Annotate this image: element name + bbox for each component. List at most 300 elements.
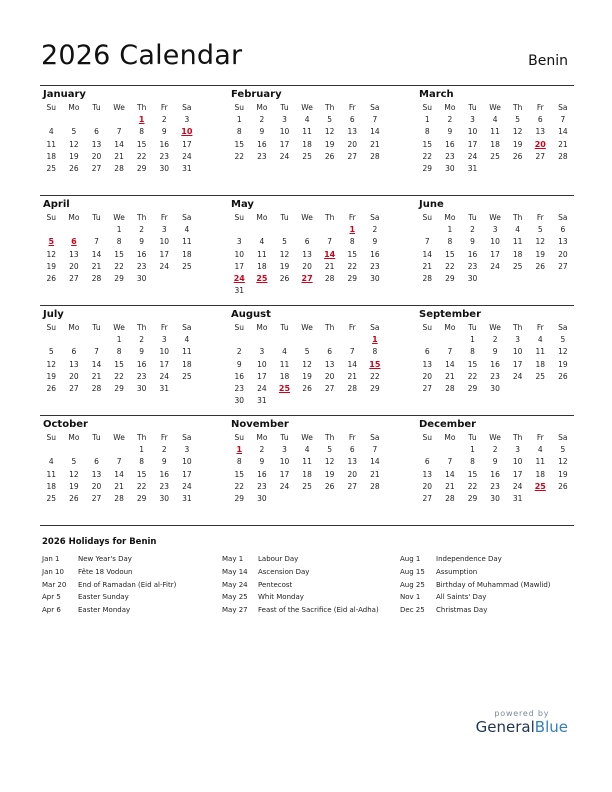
day-cell: 12: [279, 249, 290, 259]
weekday-header: Fr: [536, 323, 544, 332]
weekday-header: Th: [513, 213, 523, 222]
day-cell: 9: [139, 237, 145, 247]
day-cell: 21: [91, 371, 102, 381]
weekday-header: Su: [234, 103, 245, 112]
empty-cell: [318, 224, 341, 236]
empty-cell: [108, 444, 131, 456]
day-cell: 3: [515, 335, 521, 345]
day-cell: 29: [370, 383, 380, 393]
day-cell: 27: [558, 261, 568, 271]
day-cell: 9: [492, 457, 498, 467]
weekday-header: Sa: [182, 323, 192, 332]
month-name: October: [43, 419, 88, 430]
holiday-date: Aug 15: [400, 567, 425, 576]
day-cell: 15: [114, 249, 124, 259]
day-cell: 9: [236, 359, 242, 369]
day-cell: 8: [447, 237, 453, 247]
day-cell: 28: [370, 481, 380, 491]
holiday-name: Easter Sunday: [78, 593, 129, 602]
holiday-date: Dec 25: [400, 606, 425, 615]
day-cell: 22: [234, 481, 245, 491]
day-cell: 9: [447, 127, 453, 137]
day-cell: 13: [324, 359, 335, 369]
month-grid: [416, 432, 574, 505]
day-cell: 12: [558, 457, 568, 467]
empty-cell: [108, 114, 131, 126]
holiday-name: Whit Monday: [258, 593, 304, 602]
day-cell: 11: [512, 237, 523, 247]
holiday-day: 15: [369, 359, 381, 369]
day-cell: 2: [259, 445, 265, 455]
holiday-item: [222, 579, 402, 592]
day-cell: 6: [94, 127, 99, 137]
empty-cell: [341, 334, 364, 346]
month-grid: [40, 432, 198, 505]
weekday-header: We: [489, 433, 501, 442]
day-cell: 24: [512, 481, 523, 491]
day-cell: 6: [424, 457, 430, 467]
month-march: [416, 86, 574, 195]
day-cell: 21: [445, 481, 455, 491]
weekday-header: Sa: [370, 323, 380, 332]
day-cell: 12: [69, 139, 79, 149]
month-name: December: [419, 419, 477, 430]
brand-logo: [476, 709, 568, 736]
weekday-header: Sa: [370, 433, 380, 442]
empty-cell: [251, 334, 274, 346]
day-cell: 9: [161, 127, 167, 137]
day-cell: 30: [234, 396, 245, 406]
day-cell: 5: [304, 347, 310, 357]
logo-general: General: [475, 718, 535, 736]
holiday-item: [42, 591, 222, 604]
empty-cell: [296, 334, 319, 346]
day-cell: 7: [372, 115, 378, 125]
empty-cell: [40, 224, 63, 236]
day-cell: 20: [69, 261, 79, 271]
weekday-header: Tu: [92, 213, 101, 222]
weekday-header: Tu: [280, 433, 289, 442]
day-cell: 20: [422, 371, 433, 381]
empty-cell: [63, 334, 86, 346]
weekday-header: Th: [325, 323, 335, 332]
day-cell: 9: [470, 237, 475, 247]
empty-cell: [85, 224, 108, 236]
day-cell: 15: [467, 469, 478, 479]
month-grid: [40, 212, 198, 285]
day-cell: 3: [236, 237, 242, 247]
holiday-day: 25: [278, 383, 291, 393]
day-cell: 24: [490, 261, 500, 271]
day-cell: 9: [259, 457, 265, 467]
day-cell: 20: [347, 139, 358, 149]
day-cell: 2: [161, 115, 167, 125]
month-grid: [228, 322, 386, 407]
day-cell: 6: [94, 457, 99, 467]
day-cell: 23: [234, 383, 245, 393]
day-cell: 30: [467, 273, 478, 283]
day-cell: 13: [422, 359, 433, 369]
weekday-header: Tu: [468, 433, 477, 442]
day-cell: 23: [257, 481, 267, 491]
weekday-header: Su: [422, 103, 433, 112]
day-cell: 24: [159, 261, 170, 271]
month-name: July: [43, 309, 64, 320]
day-cell: 6: [537, 115, 543, 125]
holiday-item: [222, 553, 402, 566]
month-april: [40, 196, 198, 305]
day-cell: 20: [324, 371, 335, 381]
day-cell: 18: [302, 139, 312, 149]
day-cell: 3: [259, 347, 265, 357]
day-cell: 8: [116, 347, 122, 357]
day-cell: 25: [46, 493, 57, 503]
day-cell: 4: [537, 335, 543, 345]
day-cell: 4: [48, 457, 54, 467]
day-cell: 12: [302, 359, 312, 369]
weekday-header: Mo: [68, 213, 80, 222]
holiday-day: 25: [534, 481, 546, 491]
logo-blue: Blue: [534, 718, 568, 736]
month-grid: [416, 102, 574, 175]
day-cell: 16: [159, 139, 170, 149]
day-cell: 12: [324, 457, 335, 467]
empty-cell: [251, 224, 274, 236]
month-grid: [228, 212, 386, 297]
weekday-header: Fr: [348, 323, 356, 332]
day-cell: 17: [467, 139, 478, 149]
day-cell: 29: [422, 163, 433, 173]
month-grid: [416, 322, 574, 395]
day-cell: 23: [490, 481, 500, 491]
day-cell: 17: [182, 469, 192, 479]
month-grid: [416, 212, 574, 285]
day-cell: 21: [91, 261, 102, 271]
holiday-name: New Year's Day: [78, 555, 132, 563]
day-cell: 19: [535, 249, 546, 259]
day-cell: 10: [279, 457, 290, 467]
weekday-header: Tu: [92, 103, 101, 112]
weekday-header: Sa: [558, 323, 568, 332]
holiday-day: 24: [233, 273, 245, 283]
weekday-header: Sa: [182, 433, 192, 442]
weekday-header: Th: [137, 323, 147, 332]
weekday-header: Th: [325, 433, 335, 442]
day-cell: 28: [445, 493, 455, 503]
empty-cell: [85, 334, 108, 346]
day-cell: 5: [327, 115, 333, 125]
day-cell: 9: [259, 127, 265, 137]
holiday-day: 25: [256, 273, 268, 283]
month-february: [228, 86, 386, 195]
day-cell: 11: [490, 127, 500, 137]
weekday-header: Th: [325, 213, 335, 222]
day-cell: 1: [447, 225, 453, 235]
day-cell: 12: [558, 347, 568, 357]
day-cell: 2: [470, 225, 475, 235]
day-cell: 14: [347, 359, 358, 369]
day-cell: 26: [324, 151, 335, 161]
day-cell: 21: [370, 469, 380, 479]
day-cell: 25: [302, 481, 312, 491]
day-cell: 31: [257, 396, 267, 406]
day-cell: 2: [259, 115, 265, 125]
day-cell: 11: [535, 457, 546, 467]
day-cell: 4: [515, 225, 521, 235]
day-cell: 21: [347, 371, 358, 381]
day-cell: 19: [69, 481, 79, 491]
day-cell: 30: [370, 273, 380, 283]
day-cell: 19: [558, 359, 568, 369]
holiday-name: Assumption: [436, 567, 478, 576]
day-cell: 17: [182, 139, 192, 149]
day-cell: 17: [159, 359, 170, 369]
holiday-item: [42, 604, 222, 617]
day-cell: 17: [257, 371, 267, 381]
weekday-header: Th: [137, 213, 147, 222]
day-cell: 2: [139, 335, 145, 345]
day-cell: 4: [492, 115, 498, 125]
holiday-item: [222, 566, 402, 579]
weekday-header: Su: [234, 433, 245, 442]
day-cell: 8: [372, 347, 378, 357]
day-cell: 14: [114, 469, 124, 479]
weekday-header: Su: [234, 323, 245, 332]
month-grid: [40, 322, 198, 395]
day-cell: 15: [347, 249, 358, 259]
day-cell: 7: [116, 457, 122, 467]
holiday-item: [222, 591, 402, 604]
day-cell: 7: [327, 237, 333, 247]
day-cell: 22: [234, 151, 245, 161]
day-cell: 21: [558, 139, 568, 149]
day-cell: 19: [558, 469, 568, 479]
day-cell: 7: [372, 445, 378, 455]
day-cell: 27: [347, 151, 358, 161]
holiday-day: 6: [71, 237, 77, 247]
day-cell: 11: [257, 249, 267, 259]
day-cell: 18: [535, 359, 546, 369]
day-cell: 22: [114, 371, 124, 381]
day-cell: 19: [324, 469, 335, 479]
month-name: September: [419, 309, 481, 320]
day-cell: 26: [558, 371, 568, 381]
day-cell: 25: [46, 163, 57, 173]
day-cell: 11: [302, 127, 312, 137]
holidays-title: 2026 Holidays for Benin: [42, 537, 157, 547]
day-cell: 18: [182, 359, 192, 369]
day-cell: 21: [445, 371, 455, 381]
day-cell: 15: [234, 139, 245, 149]
day-cell: 14: [370, 457, 380, 467]
day-cell: 5: [560, 445, 566, 455]
day-cell: 12: [535, 237, 546, 247]
weekday-header: Th: [513, 433, 523, 442]
day-cell: 8: [139, 127, 145, 137]
day-cell: 2: [139, 225, 145, 235]
holiday-item: [400, 604, 580, 617]
day-cell: 8: [139, 457, 145, 467]
holiday-name: All Saints' Day: [436, 593, 487, 602]
day-cell: 22: [467, 481, 478, 491]
month-september: [416, 306, 574, 415]
weekday-header: Fr: [348, 433, 356, 442]
day-cell: 2: [372, 225, 378, 235]
day-cell: 3: [161, 225, 167, 235]
empty-cell: [85, 114, 108, 126]
holiday-day: 5: [48, 237, 55, 247]
day-cell: 26: [46, 273, 57, 283]
day-cell: 13: [558, 237, 568, 247]
day-cell: 29: [234, 493, 245, 503]
holiday-name: Pentecost: [258, 580, 293, 589]
day-cell: 9: [372, 237, 378, 247]
day-cell: 16: [136, 359, 147, 369]
day-cell: 20: [558, 249, 568, 259]
weekday-header: Th: [137, 103, 147, 112]
day-cell: 16: [370, 249, 380, 259]
month-name: April: [43, 199, 70, 210]
weekday-header: Su: [422, 323, 433, 332]
day-cell: 10: [467, 127, 478, 137]
weekday-header: Sa: [370, 103, 380, 112]
day-cell: 31: [159, 383, 170, 393]
day-cell: 4: [184, 225, 190, 235]
day-cell: 19: [46, 371, 57, 381]
day-cell: 30: [490, 493, 500, 503]
day-cell: 21: [422, 261, 433, 271]
weekday-header: We: [113, 433, 125, 442]
day-cell: 13: [535, 127, 546, 137]
holiday-name: Christmas Day: [436, 606, 488, 615]
empty-cell: [318, 334, 341, 346]
day-cell: 17: [234, 261, 245, 271]
day-cell: 10: [279, 127, 290, 137]
day-cell: 17: [512, 469, 523, 479]
day-cell: 7: [447, 347, 453, 357]
day-cell: 18: [257, 261, 267, 271]
day-cell: 20: [91, 151, 102, 161]
day-cell: 23: [159, 151, 170, 161]
weekday-header: Fr: [160, 323, 168, 332]
day-cell: 25: [512, 261, 523, 271]
weekday-header: Su: [46, 433, 57, 442]
weekday-header: Mo: [256, 433, 268, 442]
empty-cell: [85, 444, 108, 456]
day-cell: 17: [512, 359, 523, 369]
holiday-item: [400, 591, 580, 604]
weekday-header: Mo: [444, 433, 456, 442]
day-cell: 18: [46, 151, 57, 161]
day-cell: 10: [182, 457, 192, 467]
calendar-months: [40, 85, 574, 526]
day-cell: 23: [159, 481, 170, 491]
day-cell: 16: [234, 371, 245, 381]
empty-cell: [40, 114, 63, 126]
weekday-header: Sa: [558, 433, 568, 442]
day-cell: 5: [537, 225, 543, 235]
day-cell: 4: [184, 335, 190, 345]
holiday-day: 1: [372, 335, 378, 345]
month-row: [40, 305, 574, 415]
day-cell: 11: [279, 359, 290, 369]
day-cell: 20: [347, 469, 358, 479]
day-cell: 22: [136, 481, 147, 491]
holiday-item: [400, 566, 580, 579]
day-cell: 16: [445, 139, 455, 149]
day-cell: 14: [91, 359, 102, 369]
holiday-date: May 24: [222, 580, 248, 589]
day-cell: 14: [558, 127, 568, 137]
month-name: March: [419, 89, 454, 100]
day-cell: 24: [279, 481, 290, 491]
day-cell: 14: [91, 249, 102, 259]
empty-cell: [228, 224, 251, 236]
day-cell: 14: [422, 249, 433, 259]
holiday-name: Birthday of Muhammad (Mawlid): [436, 580, 551, 589]
weekday-header: Tu: [92, 433, 101, 442]
weekday-header: Mo: [256, 213, 268, 222]
day-cell: 21: [370, 139, 380, 149]
day-cell: 7: [94, 347, 99, 357]
day-cell: 3: [282, 115, 287, 125]
empty-cell: [63, 444, 86, 456]
weekday-header: Mo: [256, 323, 268, 332]
empty-cell: [63, 114, 86, 126]
day-cell: 29: [136, 493, 147, 503]
weekday-header: Tu: [280, 213, 289, 222]
weekday-header: We: [489, 323, 501, 332]
day-cell: 6: [349, 445, 355, 455]
day-cell: 23: [257, 151, 267, 161]
weekday-header: Su: [422, 213, 433, 222]
month-row: [40, 195, 574, 305]
day-cell: 13: [69, 359, 79, 369]
day-cell: 30: [490, 383, 500, 393]
weekday-header: Th: [513, 103, 523, 112]
day-cell: 21: [114, 481, 124, 491]
day-cell: 28: [558, 151, 568, 161]
day-cell: 18: [46, 481, 57, 491]
day-cell: 22: [136, 151, 147, 161]
month-row: [40, 85, 574, 195]
empty-cell: [273, 334, 296, 346]
holiday-name: Labour Day: [258, 555, 299, 563]
day-cell: 25: [302, 151, 312, 161]
country-name: Benin: [528, 53, 568, 69]
holiday-name: Feast of the Sacrifice (Eid al-Adha): [258, 606, 379, 615]
day-cell: 24: [467, 151, 478, 161]
day-cell: 8: [116, 237, 122, 247]
day-cell: 27: [91, 493, 102, 503]
month-name: August: [231, 309, 271, 320]
holiday-column: [42, 553, 222, 617]
weekday-header: Th: [325, 103, 335, 112]
day-cell: 24: [182, 481, 192, 491]
day-cell: 11: [182, 347, 192, 357]
day-cell: 8: [236, 457, 242, 467]
day-cell: 22: [347, 261, 358, 271]
month-grid: [228, 432, 386, 505]
day-cell: 20: [422, 481, 433, 491]
day-cell: 9: [161, 457, 167, 467]
day-cell: 18: [490, 139, 500, 149]
weekday-header: Th: [513, 323, 523, 332]
day-cell: 15: [114, 359, 124, 369]
weekday-header: Fr: [348, 213, 356, 222]
day-cell: 24: [279, 151, 290, 161]
weekday-header: We: [301, 103, 313, 112]
